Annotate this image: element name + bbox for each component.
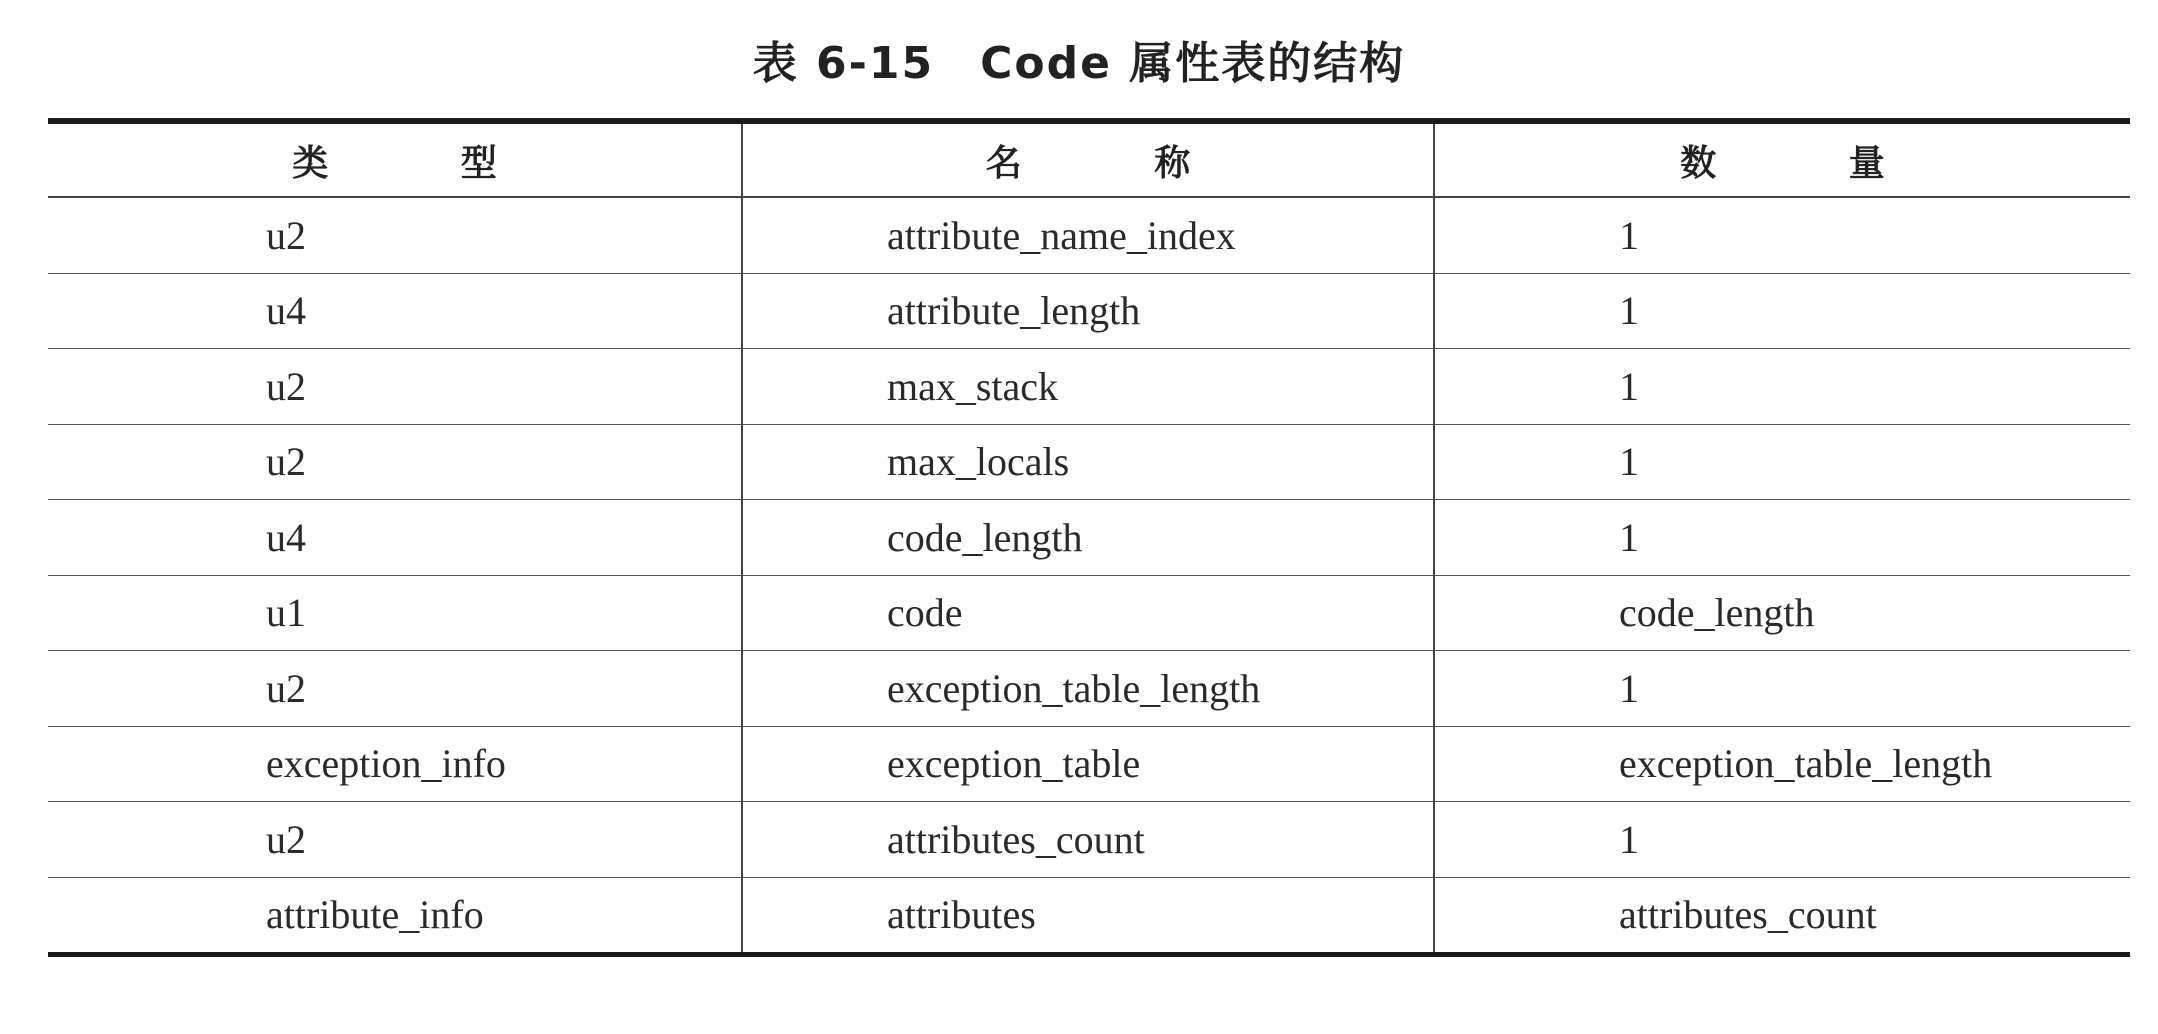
cell-name: attributes_count <box>742 802 1434 878</box>
cell-count: code_length <box>1434 575 2130 651</box>
table-row <box>48 349 2130 425</box>
cell-count: 1 <box>1434 651 2130 727</box>
cell-name: exception_table_length <box>742 651 1434 727</box>
cell-type: u2 <box>48 424 742 500</box>
cell-count: exception_table_length <box>1434 726 2130 802</box>
table-container <box>48 118 2130 957</box>
cell-type: u2 <box>48 651 742 727</box>
cell-count: 1 <box>1434 500 2130 576</box>
cell-name: max_stack <box>742 349 1434 425</box>
cell-count: attributes_count <box>1434 877 2130 955</box>
table-row <box>48 424 2130 500</box>
cell-type: u2 <box>48 802 742 878</box>
table-row <box>48 802 2130 878</box>
cell-type: u4 <box>48 273 742 349</box>
cell-name: code <box>742 575 1434 651</box>
table-row <box>48 500 2130 576</box>
table-row <box>48 726 2130 802</box>
table-row <box>48 197 2130 273</box>
cell-type: u1 <box>48 575 742 651</box>
cell-count: 1 <box>1434 273 2130 349</box>
cell-count: 1 <box>1434 349 2130 425</box>
cell-name: exception_table <box>742 726 1434 802</box>
cell-name: attributes <box>742 877 1434 955</box>
table-row <box>48 877 2130 955</box>
table-caption: 表 6-15 Code 属性表的结构 <box>752 38 1406 89</box>
cell-name: attribute_length <box>742 273 1434 349</box>
header-name: 名 称 <box>742 121 1434 197</box>
cell-name: attribute_name_index <box>742 197 1434 273</box>
header-row <box>48 121 2130 197</box>
cell-count: 1 <box>1434 424 2130 500</box>
cell-type: exception_info <box>48 726 742 802</box>
header-count: 数 量 <box>1434 121 2130 197</box>
cell-type: u4 <box>48 500 742 576</box>
table-row <box>48 273 2130 349</box>
cell-name: code_length <box>742 500 1434 576</box>
cell-type: u2 <box>48 197 742 273</box>
cell-name: max_locals <box>742 424 1434 500</box>
header-type: 类 型 <box>48 121 742 197</box>
table-row <box>48 651 2130 727</box>
cell-type: u2 <box>48 349 742 425</box>
cell-type: attribute_info <box>266 892 484 938</box>
table-row <box>48 575 2130 651</box>
cell-count: 1 <box>1434 802 2130 878</box>
code-attribute-table <box>48 118 2130 957</box>
cell-count: 1 <box>1434 197 2130 273</box>
